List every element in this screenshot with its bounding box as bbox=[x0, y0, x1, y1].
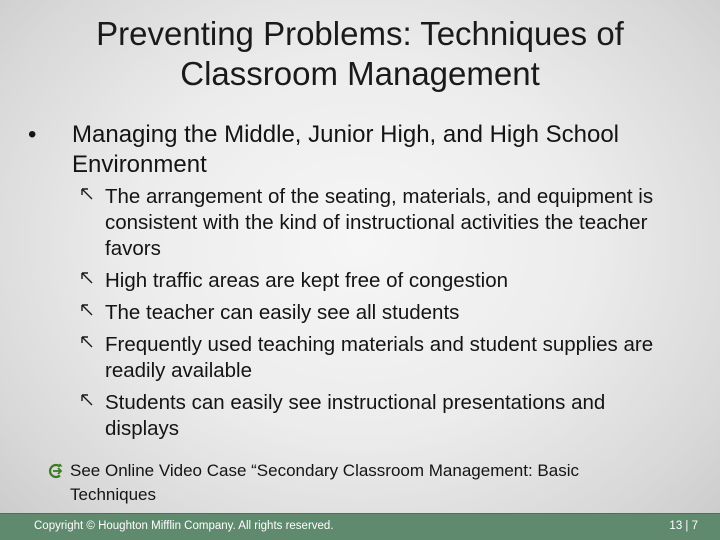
main-bullet-text: Managing the Middle, Junior High, and High School Environment bbox=[72, 121, 619, 178]
sub-bullet-item bbox=[80, 300, 680, 326]
page-number: 13 | 7 bbox=[669, 520, 698, 532]
sub-bullet-list bbox=[80, 184, 680, 448]
copyright-text: Copyright © Houghton Mifflin Company. All rights reserved. bbox=[34, 520, 334, 532]
arrow-up-left-icon bbox=[80, 335, 94, 349]
circular-arrow-icon bbox=[48, 462, 64, 478]
arrow-up-left-icon bbox=[80, 303, 94, 317]
sub-bullet-text: High traffic areas are kept free of congestion bbox=[105, 269, 509, 292]
sub-bullet-text: Students can easily see instructional presentations and displays bbox=[105, 391, 606, 440]
main-bullet bbox=[28, 120, 686, 180]
sub-bullet-item bbox=[80, 390, 680, 442]
arrow-up-left-icon bbox=[80, 187, 94, 201]
sub-bullet-text: The teacher can easily see all students bbox=[105, 301, 460, 324]
slide-title: Preventing Problems: Techniques of Classroom Management bbox=[96, 15, 624, 92]
sub-bullet-text: The arrangement of the seating, materials, and equipment is consistent with the kind of instructional activities the teacher favors bbox=[105, 185, 654, 260]
arrow-up-left-icon bbox=[80, 271, 94, 285]
sub-bullet-item bbox=[80, 268, 680, 294]
sub-bullet-item bbox=[80, 332, 680, 384]
bullet-dot: • bbox=[28, 121, 37, 148]
video-case-text: See Online Video Case “Secondary Classroom Management: Basic Techniques bbox=[70, 461, 580, 504]
sub-bullet-text: Frequently used teaching materials and student supplies are readily available bbox=[105, 333, 654, 382]
sub-bullet-item bbox=[80, 184, 680, 262]
arrow-up-left-icon bbox=[80, 393, 94, 407]
footer-bar bbox=[0, 513, 720, 540]
video-case-note bbox=[48, 459, 668, 507]
